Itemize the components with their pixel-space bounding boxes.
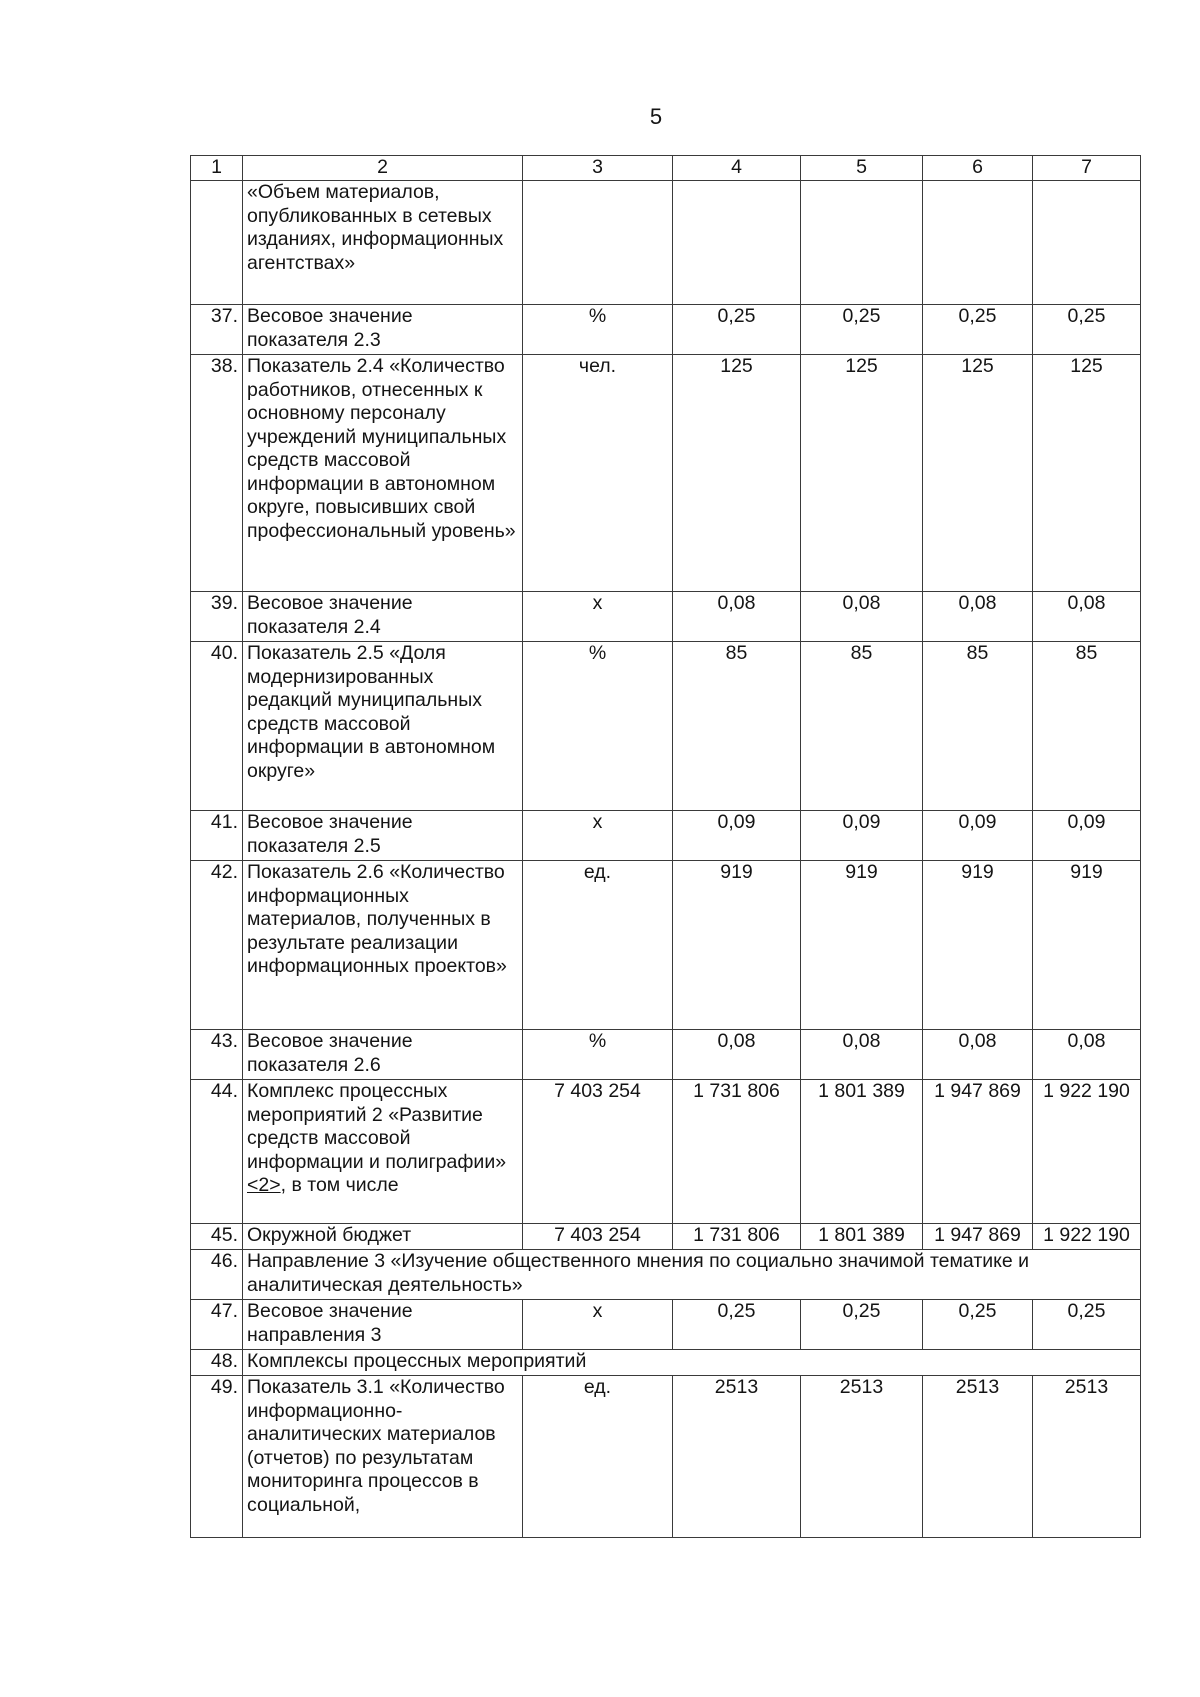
row-value-cell: 1 731 806 [673,1224,801,1250]
section-title-cell: Направление 3 «Изучение общественного мнения по социально значимой тематике и аналитическая деятельность» [243,1250,1141,1300]
table-row [191,1300,1141,1350]
row-value-cell: 0,09 [673,811,801,861]
row-value-cell: 0,08 [1033,1030,1141,1080]
row-value-cell: 919 [923,861,1033,1030]
row-unit-cell: % [523,1030,673,1080]
row-value-cell: 0,08 [801,1030,923,1080]
row-name-cell: Окружной бюджет [243,1224,523,1250]
row-value-cell: 0,09 [1033,811,1141,861]
row-name-text: , в том числе [280,1174,399,1196]
row-number-cell: 48. [191,1350,243,1376]
table-row [191,642,1141,811]
table-row [191,1080,1141,1224]
indicators-table [190,155,1141,1538]
row-value-cell: 0,25 [1033,1300,1141,1350]
row-unit-cell: х [523,811,673,861]
table-row [191,1376,1141,1538]
row-value-cell: 85 [1033,642,1141,811]
row-number-cell: 47. [191,1300,243,1350]
row-unit-cell: % [523,305,673,355]
row-total-cell: 7 403 254 [523,1224,673,1250]
row-number-cell [191,181,243,305]
header-cell: 1 [191,156,243,181]
row-value-cell: 0,08 [923,592,1033,642]
header-cell: 4 [673,156,801,181]
row-value-cell: 0,08 [673,592,801,642]
row-number-cell: 44. [191,1080,243,1224]
row-value-cell: 0,25 [673,305,801,355]
row-unit-cell: % [523,642,673,811]
row-value-cell: 125 [801,355,923,592]
row-unit-cell: х [523,592,673,642]
row-value-cell: 919 [1033,861,1141,1030]
row-value-cell: 919 [801,861,923,1030]
row-value-cell: 1 801 389 [801,1224,923,1250]
row-value-cell: 2513 [923,1376,1033,1538]
row-name-cell: Весовое значение показателя 2.4 [243,592,523,642]
row-value-cell [801,181,923,305]
row-number-cell: 37. [191,305,243,355]
table-row-section [191,1250,1141,1300]
table-row-continuation [191,181,1141,305]
row-unit-cell: ед. [523,1376,673,1538]
row-name-cell [243,1080,523,1224]
table-row [191,1030,1141,1080]
row-number-cell: 38. [191,355,243,592]
row-value-cell: 0,25 [923,1300,1033,1350]
row-unit-cell [523,181,673,305]
row-value-cell [923,181,1033,305]
table-header-row [191,156,1141,181]
row-value-cell: 85 [801,642,923,811]
row-total-cell: 7 403 254 [523,1080,673,1224]
table-row [191,1224,1141,1250]
row-value-cell: 0,25 [801,1300,923,1350]
row-number-cell: 43. [191,1030,243,1080]
table-row [191,811,1141,861]
row-number-cell: 40. [191,642,243,811]
header-cell: 7 [1033,156,1141,181]
row-name-cell: Весовое значение показателя 2.3 [243,305,523,355]
row-value-cell: 1 801 389 [801,1080,923,1224]
row-value-cell: 85 [673,642,801,811]
row-value-cell: 919 [673,861,801,1030]
row-number-cell: 46. [191,1250,243,1300]
row-value-cell: 1 731 806 [673,1080,801,1224]
row-value-cell: 0,09 [923,811,1033,861]
row-value-cell: 0,08 [923,1030,1033,1080]
row-name-text: Комплекс процессных мероприятий 2 «Развитие средств массовой информации и полиграфии» [247,1080,507,1173]
row-unit-cell: чел. [523,355,673,592]
row-value-cell: 0,08 [1033,592,1141,642]
row-value-cell: 0,25 [801,305,923,355]
row-name-cell: Весовое значение показателя 2.6 [243,1030,523,1080]
row-name-cell: «Объем материалов, опубликованных в сетевых изданиях, информационных агентствах» [243,181,523,305]
row-value-cell [1033,181,1141,305]
row-value-cell: 0,09 [801,811,923,861]
row-value-cell [673,181,801,305]
row-name-cell: Показатель 2.5 «Доля модернизированных редакций муниципальных средств массовой информации в автономном округе» [243,642,523,811]
row-value-cell: 1 947 869 [923,1224,1033,1250]
header-cell: 5 [801,156,923,181]
row-value-cell: 1 922 190 [1033,1080,1141,1224]
row-name-cell: Весовое значение показателя 2.5 [243,811,523,861]
row-value-cell: 85 [923,642,1033,811]
row-number-cell: 41. [191,811,243,861]
section-title-cell: Комплексы процессных мероприятий [243,1350,1141,1376]
header-cell: 6 [923,156,1033,181]
row-value-cell: 1 947 869 [923,1080,1033,1224]
header-cell: 3 [523,156,673,181]
row-value-cell: 2513 [801,1376,923,1538]
row-value-cell: 0,25 [673,1300,801,1350]
row-number-cell: 42. [191,861,243,1030]
row-name-cell: Показатель 2.4 «Количество работников, отнесенных к основному персоналу учреждений муниципальных средств массовой информации в автономном округе, повысивших свой профессиональный уровень» [243,355,523,592]
row-number-cell: 39. [191,592,243,642]
row-number-cell: 49. [191,1376,243,1538]
row-value-cell: 0,25 [1033,305,1141,355]
row-value-cell: 125 [673,355,801,592]
table-row [191,305,1141,355]
row-unit-cell: ед. [523,861,673,1030]
header-cell: 2 [243,156,523,181]
table-row-section [191,1350,1141,1376]
table-row [191,861,1141,1030]
row-value-cell: 2513 [673,1376,801,1538]
row-unit-cell: х [523,1300,673,1350]
table-row [191,592,1141,642]
row-number-cell: 45. [191,1224,243,1250]
row-value-cell: 1 922 190 [1033,1224,1141,1250]
row-value-cell: 0,08 [801,592,923,642]
row-name-cell: Весовое значение направления 3 [243,1300,523,1350]
page-number: 5 [649,104,663,129]
footnote-reference: <2> [247,1174,281,1196]
row-value-cell: 0,25 [923,305,1033,355]
row-name-cell: Показатель 3.1 «Количество информационно-аналитических материалов (отчетов) по результатам мониторинга процессов в социальной, [243,1376,523,1538]
row-value-cell: 2513 [1033,1376,1141,1538]
row-name-cell: Показатель 2.6 «Количество информационных материалов, полученных в результате реализации информационных проектов» [243,861,523,1030]
row-value-cell: 0,08 [673,1030,801,1080]
table-row [191,355,1141,592]
row-value-cell: 125 [923,355,1033,592]
row-value-cell: 125 [1033,355,1141,592]
